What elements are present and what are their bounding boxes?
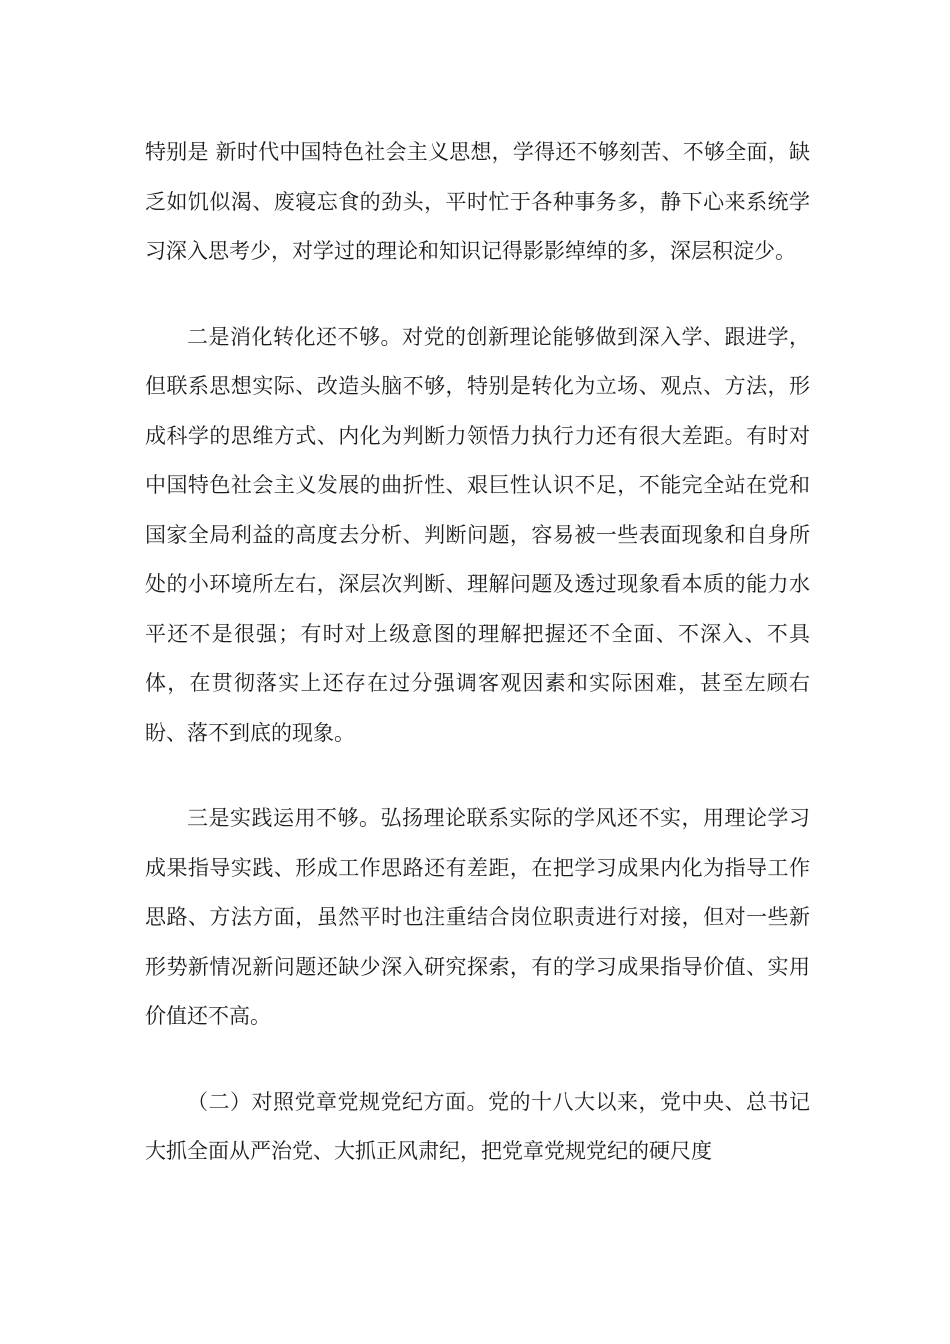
paragraph-digestion-transformation: 二是消化转化还不够。对党的创新理论能够做到深入学、跟进学，但联系思想实际、改造头脑不够，特别是转化为立场、观点、方法，形成科学的思维方式、内化为判断力领悟力执行力还有很大差距。有时对中国特色社会主义发展的曲折性、艰巨性认识不足，不能完全站在党和国家全局利益的高度去分析、判断问题，容易被一些表面现象和自身所处的小环境所左右，深层次判断、理解问题及透过现象看本质的能力水平还不是很强；有时对上级意图的理解把握还不全面、不深入、不具体，在贯彻落实上还存在过分强调客观因素和实际困难，甚至左顾右盼、落不到底的现象。 <box>145 324 810 745</box>
paragraph-party-constitution-section: （二）对照党章党规党纪方面。党的十八大以来，党中央、总书记大抓全面从严治党、大抓正风肃纪，把党章党规党纪的硬尺度 <box>145 1089 810 1163</box>
document-body <box>145 128 810 1177</box>
paragraph-study-continuation: 特别是 新时代中国特色社会主义思想，学得还不够刻苦、不够全面，缺乏如饥似渴、废寝忘食的劲头，平时忙于各种事务多，静下心来系统学习深入思考少，对学过的理论和知识记得影影绰绰的多，深层积淀少。 <box>145 140 810 263</box>
paragraph-practice-application: 三是实践运用不够。弘扬理论联系实际的学风还不实，用理论学习成果指导实践、形成工作思路还有差距，在把学习成果内化为指导工作思路、方法方面，虽然平时也注重结合岗位职责进行对接，但对一些新形势新情况新问题还缺少深入研究探索，有的学习成果指导价值、实用价值还不高。 <box>145 806 810 1028</box>
